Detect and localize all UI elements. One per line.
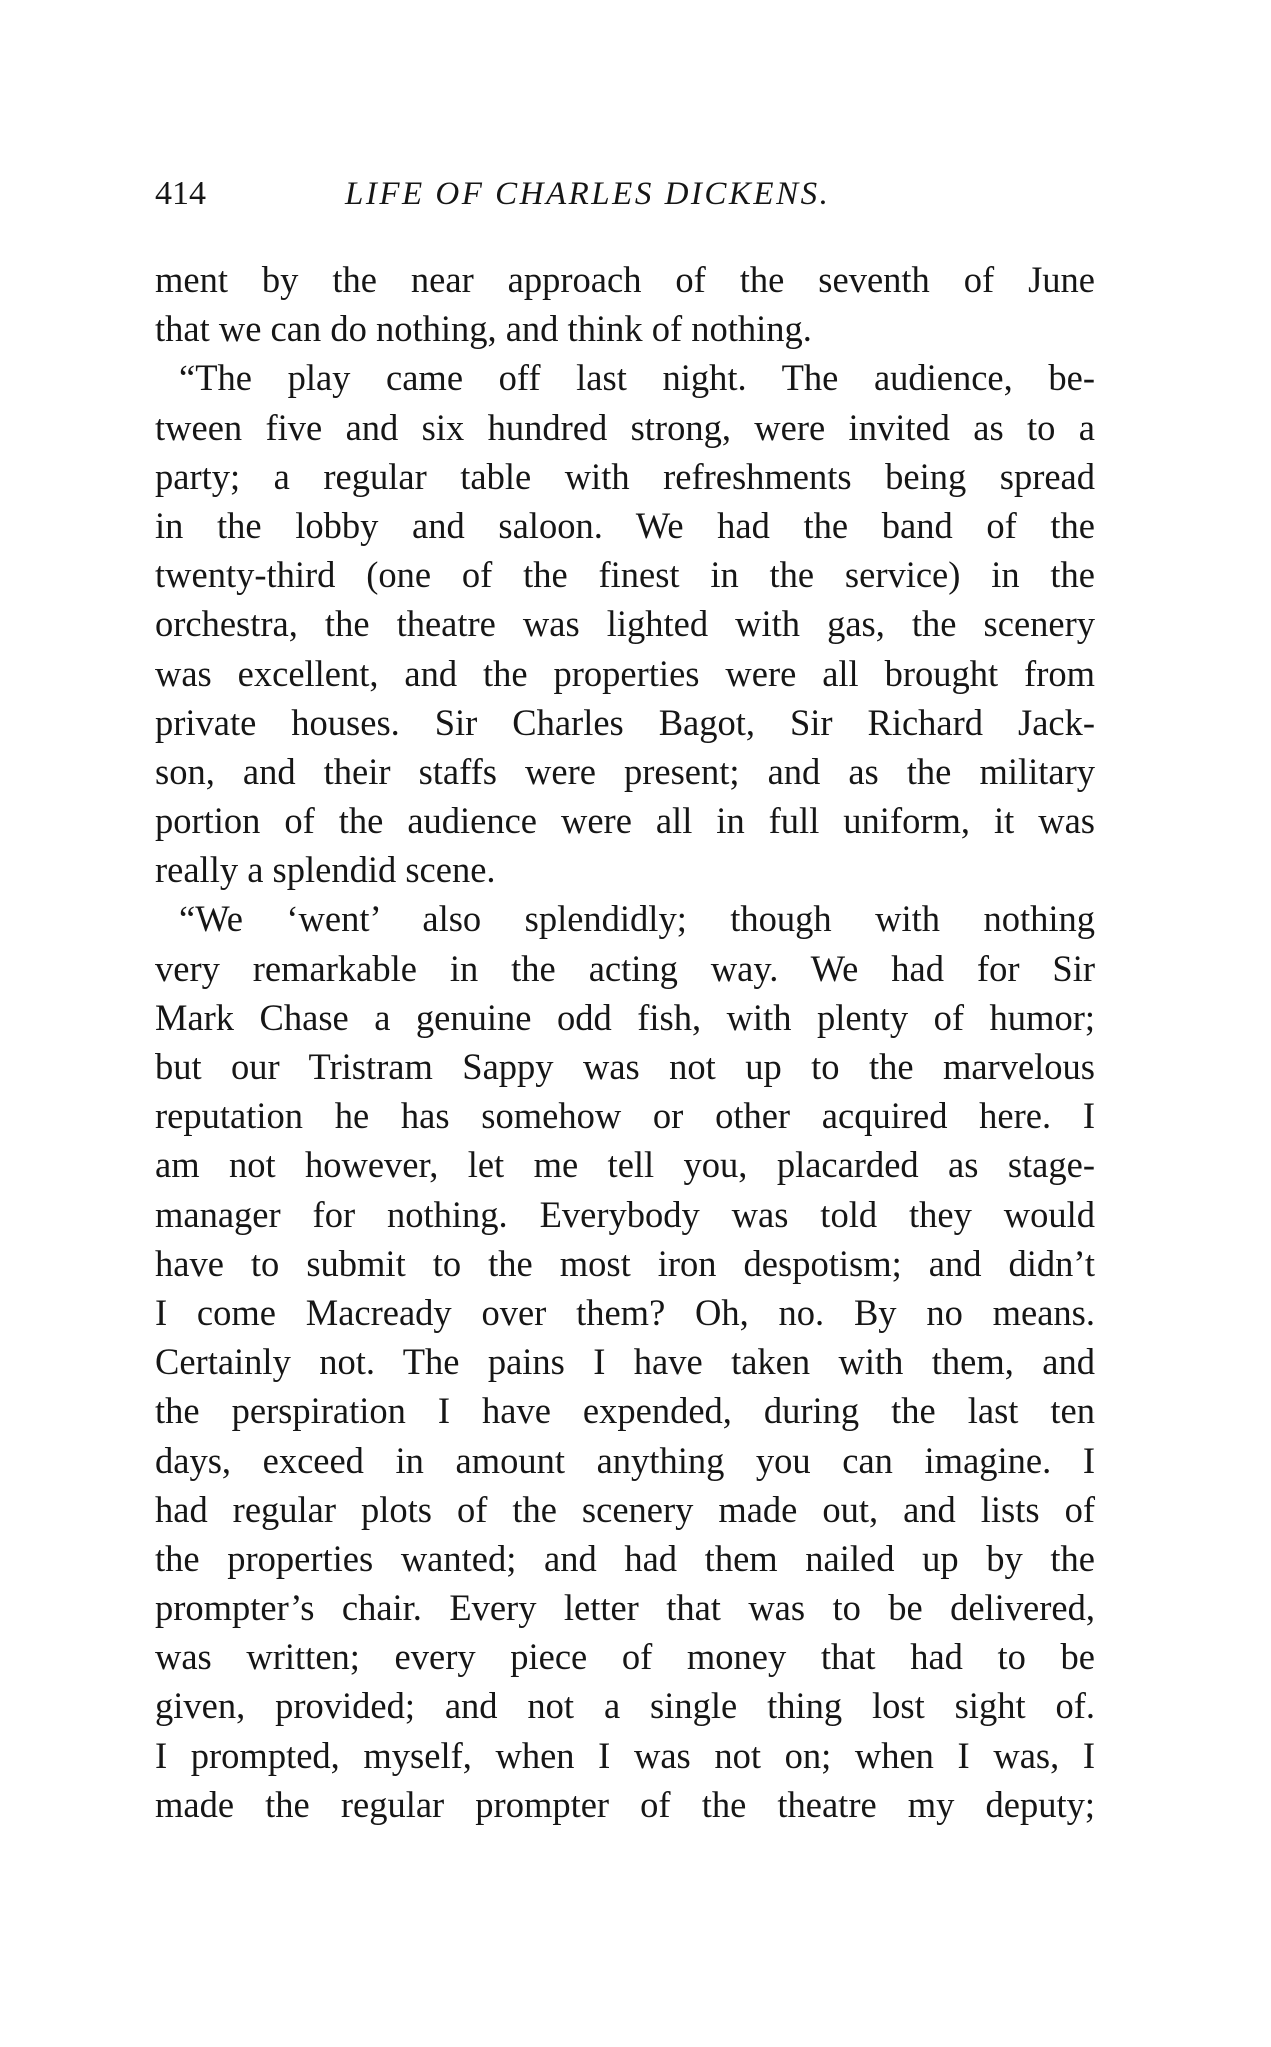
- text-line: Mark Chase a genuine odd fish, with plenty of humor;: [155, 996, 1095, 1038]
- text-line: private houses. Sir Charles Bagot, Sir Richard Jack-: [155, 701, 1095, 743]
- running-title: LIFE OF CHARLES DICKENS.: [345, 176, 831, 212]
- text-line: “The play came off last night. The audience, be-: [179, 357, 1095, 399]
- page-header: [155, 170, 1095, 218]
- text-line: prompter’s chair. Every letter that was to be delivered,: [155, 1587, 1095, 1629]
- text-line: days, exceed in amount anything you can imagine. I: [155, 1439, 1095, 1481]
- text-line: ment by the near approach of the seventh of June: [155, 259, 1095, 300]
- text-line: was written; every piece of money that had to be: [155, 1636, 1095, 1678]
- text-line: “We ‘went’ also splendidly; though with nothing: [179, 898, 1095, 940]
- text-line: really a splendid scene.: [155, 849, 496, 891]
- text-line: Certainly not. The pains I have taken with them, and: [155, 1341, 1095, 1383]
- text-line: that we can do nothing, and think of nothing.: [155, 308, 812, 350]
- text-line: tween five and six hundred strong, were invited as to a: [155, 406, 1095, 448]
- text-line: very remarkable in the acting way. We had for Sir: [155, 947, 1095, 989]
- text-line: orchestra, the theatre was lighted with gas, the scenery: [155, 603, 1095, 645]
- text-line: I prompted, myself, when I was not on; when I was, I: [155, 1734, 1095, 1776]
- text-line: reputation he has somehow or other acquired here. I: [155, 1095, 1095, 1137]
- text-line: son, and their staffs were present; and as the military: [155, 750, 1095, 792]
- text-line: the properties wanted; and had them nailed up by the: [155, 1537, 1095, 1579]
- text-line: was excellent, and the properties were all brought from: [155, 652, 1095, 694]
- text-line: made the regular prompter of the theatre my deputy;: [155, 1783, 1095, 1825]
- text-line: but our Tristram Sappy was not up to the marvelous: [155, 1046, 1095, 1087]
- text-line: the perspiration I have expended, during the last ten: [155, 1390, 1095, 1432]
- body-text: [155, 255, 1095, 1829]
- page-number: 414: [155, 175, 206, 212]
- text-line: I come Macready over them? Oh, no. By no means.: [155, 1291, 1095, 1333]
- text-line: in the lobby and saloon. We had the band of the: [155, 504, 1095, 546]
- text-line: had regular plots of the scenery made out, and lists of: [155, 1488, 1095, 1530]
- text-line: portion of the audience were all in full uniform, it was: [155, 800, 1095, 842]
- text-line: party; a regular table with refreshments being spread: [155, 455, 1095, 497]
- text-line: manager for nothing. Everybody was told they would: [155, 1193, 1095, 1235]
- text-line: twenty-third (one of the finest in the service) in the: [155, 554, 1095, 596]
- text-line: have to submit to the most iron despotism; and didn’t: [155, 1242, 1095, 1284]
- text-line: given, provided; and not a single thing lost sight of.: [155, 1685, 1095, 1727]
- text-line: am not however, let me tell you, placarded as stage-: [155, 1144, 1095, 1186]
